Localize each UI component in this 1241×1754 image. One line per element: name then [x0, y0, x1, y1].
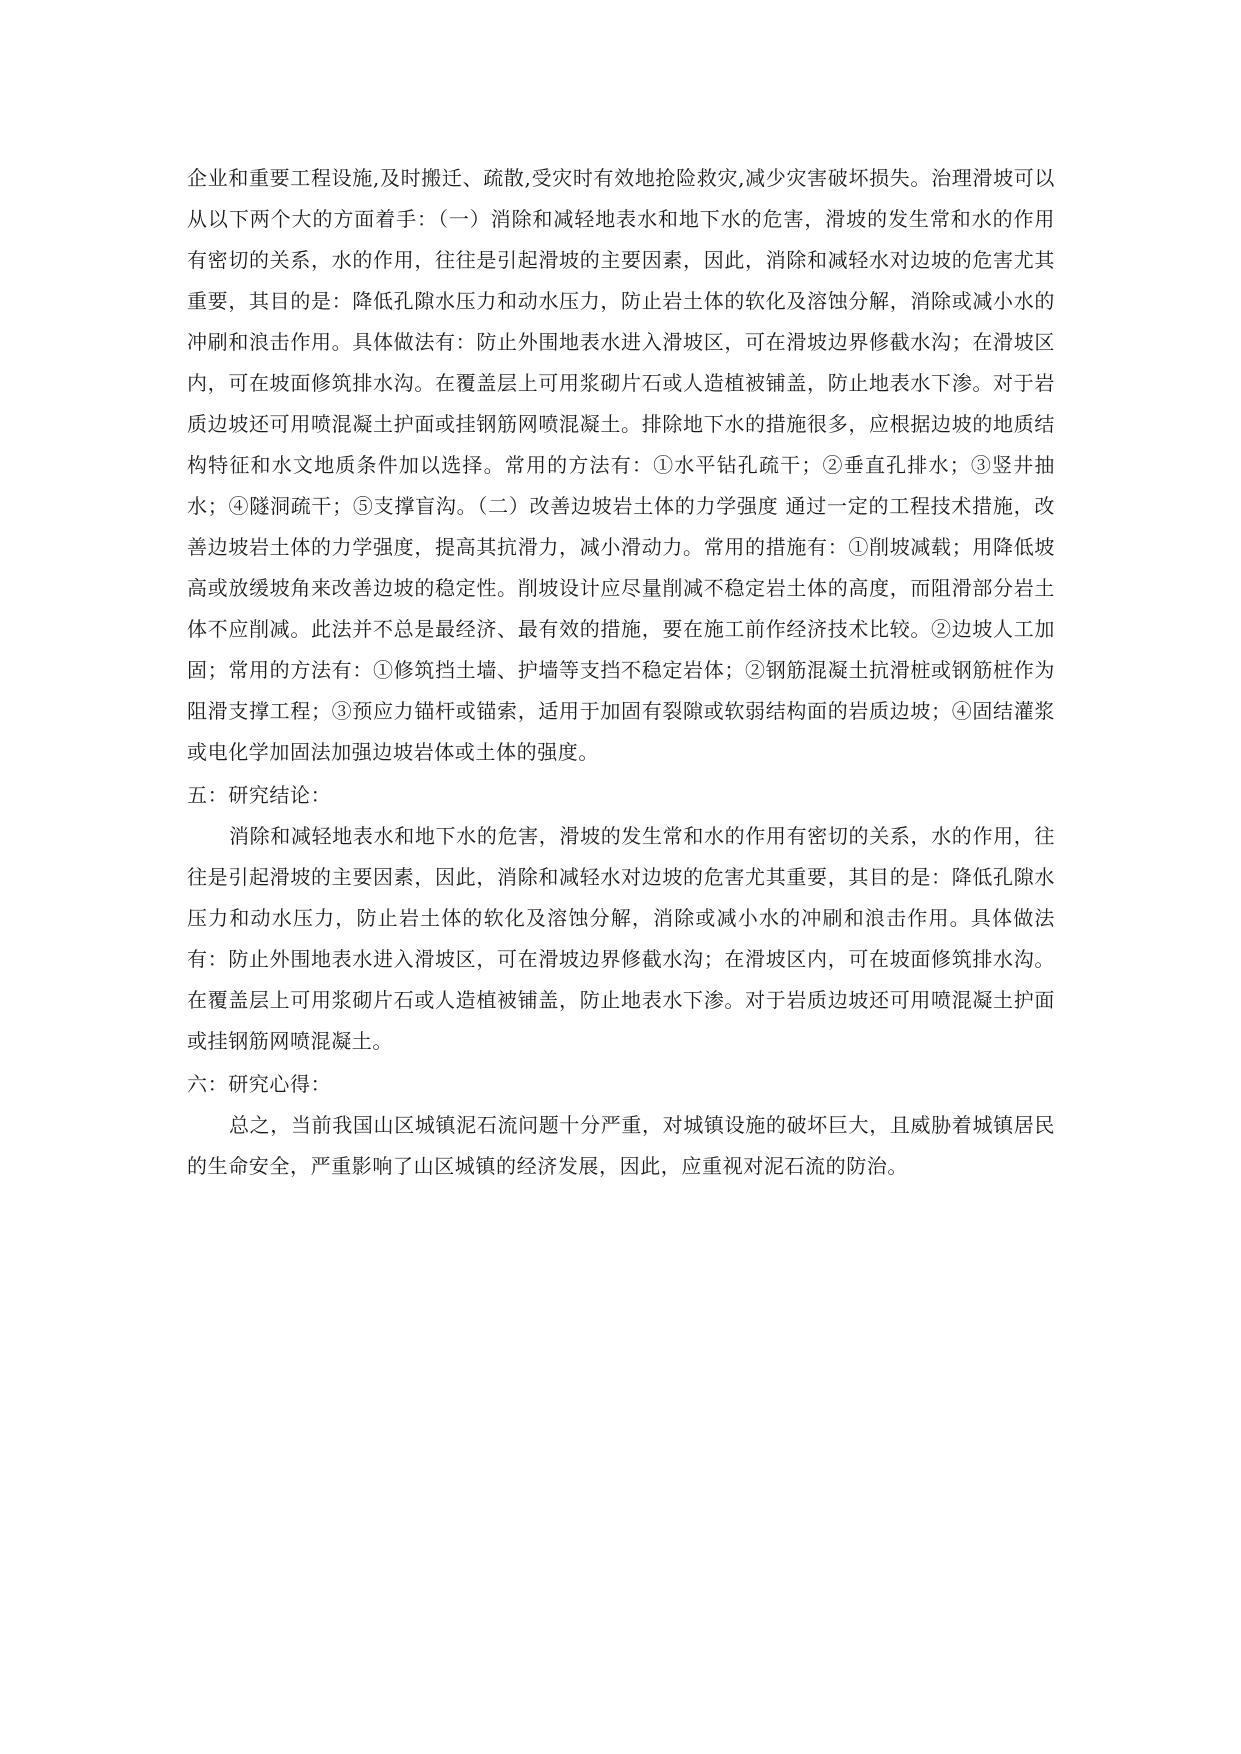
document-body: [187, 158, 1055, 1187]
section-6-body: 总之，当前我国山区城镇泥石流问题十分严重，对城镇设施的破坏巨大，且威胁着城镇居民的生命安全，严重影响了山区城镇的经济发展，因此，应重视对泥石流的防治。: [187, 1113, 1055, 1178]
section-5-body: 消除和减轻地表水和地下水的危害，滑坡的发生常和水的作用有密切的关系，水的作用，往往是引起滑坡的主要因素，因此，消除和减轻水对边坡的危害尤其重要，其目的是：降低孔隙水压力和动水压力，防止岩土体的软化及溶蚀分解，消除或减小水的冲刷和浪击作用。具体做法有：防止外围地表水进入滑坡区，可在滑坡边界修截水沟；在滑坡区内，可在坡面修筑排水沟。在覆盖层上可用浆砌片石或人造植被铺盖，防止地表水下渗。对于岩质边坡还可用喷混凝土护面或挂钢筋网喷混凝土。: [187, 824, 1055, 1053]
section-6-heading: 六：研究心得：: [187, 1072, 332, 1096]
section-5-heading: 五：研究结论：: [187, 783, 332, 807]
landslide-treatment-paragraph: 企业和重要工程设施,及时搬迁、疏散,受灾时有效地抢险救灾,减少灾害破坏损失。治理滑坡可以从以下两个大的方面着手：（一）消除和减轻地表水和地下水的危害，滑坡的发生常和水的作用有密切的关系，水的作用，往往是引起滑坡的主要因素，因此，消除和减轻水对边坡的危害尤其重要，其目的是：降低孔隙水压力和动水压力，防止岩土体的软化及溶蚀分解，消除或减小水的冲刷和浪击作用。具体做法有：防止外围地表水进入滑坡区，可在滑坡边界修截水沟；在滑坡区内，可在坡面修筑排水沟。在覆盖层上可用浆砌片石或人造植被铺盖，防止地表水下渗。对于岩质边坡还可用喷混凝土护面或挂钢筋网喷混凝土。排除地下水的措施很多，应根据边坡的地质结构特征和水文地质条件加以选择。常用的方法有：①水平钻孔疏干；②垂直孔排水；③竖井抽水；④隧洞疏干；⑤支撑盲沟。（二）改善边坡岩土体的力学强度 通过一定的工程技术措施，改善边坡岩土体的力学强度，提高其抗滑力，减小滑动力。常用的措施有：①削坡减载；用降低坡高或放缓坡角来改善边坡的稳定性。削坡设计应尽量削减不稳定岩土体的高度，而阻滑部分岩土体不应削减。此法并不总是最经济、最有效的措施，要在施工前作经济技术比较。②边坡人工加固；常用的方法有：①修筑挡土墙、护墙等支挡不稳定岩体；②钢筋混凝土抗滑桩或钢筋桩作为阻滑支撑工程；③预应力锚杆或锚索，适用于加固有裂隙或软弱结构面的岩质边坡；④固结灌浆或电化学加固法加强边坡岩体或土体的强度。: [187, 166, 1055, 764]
